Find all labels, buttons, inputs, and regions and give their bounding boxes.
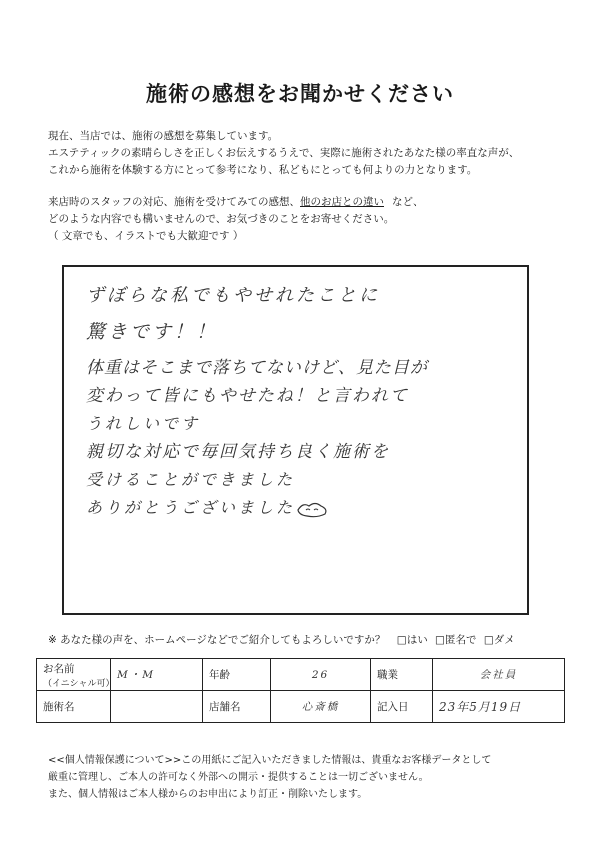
handwritten-line: うれしいです <box>86 414 201 433</box>
treatment-label: 施術名 <box>37 691 111 723</box>
handwritten-line: 親切な対応で毎回気持ち良く施術を <box>86 442 390 462</box>
handwritten-line: 体重はそこまで落ちてないけど、見た目が <box>86 358 428 378</box>
age-label: 年齢 <box>203 659 271 691</box>
handwritten-line: 驚きです！！ <box>86 321 219 343</box>
name-label-text: お名前 <box>43 662 75 675</box>
name-field[interactable]: M・M <box>111 659 203 691</box>
date-label: 記入日 <box>371 691 433 723</box>
name-sublabel: （イニシャル可） <box>43 678 115 689</box>
permission-text: ※ あなた様の声を、ホームページなどでご紹介してもよろしいですか？ <box>48 634 386 646</box>
treatment-field[interactable] <box>111 691 203 723</box>
intro-line: これから施術を体験する方にとって参考になり、私どもにとっても何よりの力となります。 <box>48 164 478 176</box>
store-field[interactable]: 心斎橋 <box>271 691 371 723</box>
handwritten-line: 受けることができました <box>86 470 296 489</box>
store-label: 店舗名 <box>203 691 271 723</box>
request-line1-post: など、 <box>392 196 424 208</box>
privacy-notice <box>48 752 491 803</box>
handwritten-line-last <box>86 495 329 518</box>
handwritten-line: 変わって皆にもやせたね！と言われて <box>86 386 409 406</box>
date-field[interactable]: 23年5月19日 <box>433 691 565 723</box>
info-form <box>36 658 565 723</box>
comment-box[interactable] <box>62 265 529 615</box>
request-line1-pre: 来店時のスタッフの対応、施術を受けてみての感想、 <box>48 196 300 208</box>
privacy-line: また、個人情報はご本人様からのお申出により訂正・削除いたします。 <box>48 789 368 800</box>
job-field[interactable]: 会社員 <box>433 659 565 691</box>
request-line <box>48 194 424 211</box>
request-text <box>48 194 424 245</box>
page-title: 施術の感想をお聞かせください <box>146 82 454 106</box>
permission-question <box>48 632 515 647</box>
checkbox-yes[interactable]: □はい <box>396 634 428 646</box>
request-line: （ 文章でも、イラストでも大歓迎です ） <box>48 230 244 242</box>
age-field[interactable]: 26 <box>271 659 371 691</box>
job-label: 職業 <box>371 659 433 691</box>
request-line: どのような内容でも構いませんので、お気づきのことをお寄せください。 <box>48 213 395 225</box>
name-label <box>37 659 115 691</box>
intro-line: 現在、当店では、施術の感想を募集しています。 <box>48 130 279 142</box>
checkbox-anonymous[interactable]: □匿名で <box>435 634 477 646</box>
handwritten-text: ありがとうございました <box>86 498 296 517</box>
intro-text <box>48 128 519 179</box>
intro-line: エステティックの素晴らしさを正しくお伝えするうえで、実際に施術されたあなた様の率直な声が、 <box>48 147 520 159</box>
request-underlined: 他のお店との違い <box>300 196 384 208</box>
checkbox-no[interactable]: □ダメ <box>483 634 515 646</box>
handwritten-line: ずぼらな私でもやせれたことに <box>86 285 380 306</box>
privacy-line: 厳重に管理し、ご本人の許可なく外部への開示・提供することは一切ございません。 <box>48 772 429 783</box>
smiley-doodle-icon <box>295 500 329 518</box>
privacy-line: <<個人情報保護について>>この用紙にご記入いただきました情報は、貴重なお客様データとして <box>48 755 492 766</box>
